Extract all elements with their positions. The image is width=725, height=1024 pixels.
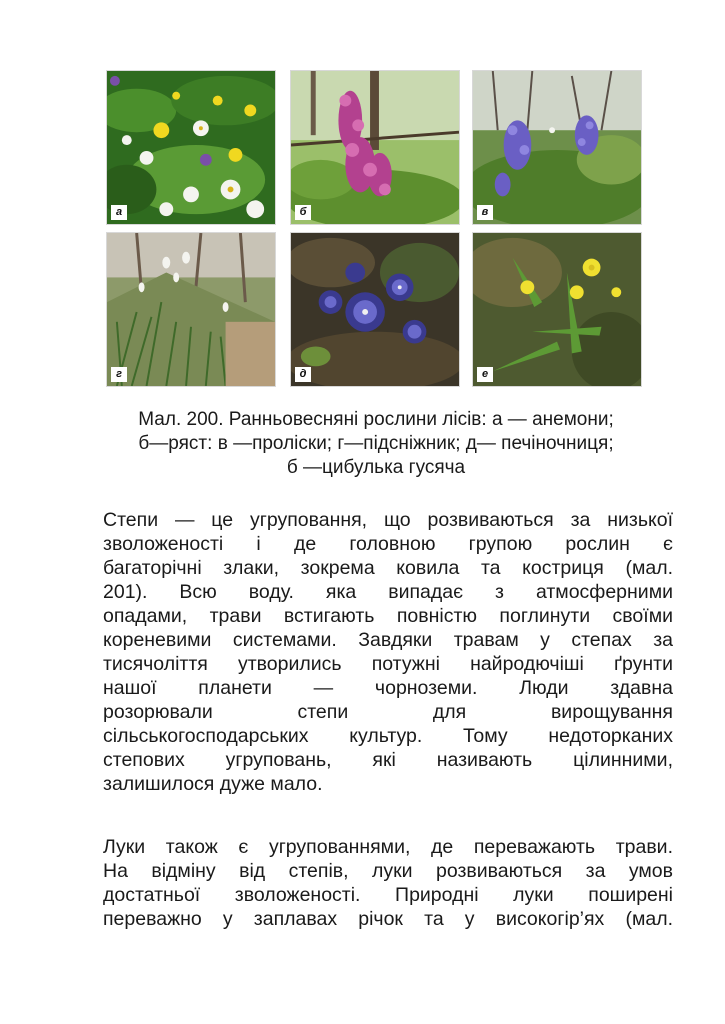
text-line: 201). Всю воду. яка випадає з атмосферними <box>103 581 673 603</box>
figure-caption <box>96 408 656 480</box>
text-line: багаторічні злаки, зокрема ковила та костриця (мал. <box>103 557 673 579</box>
text-line: кореневими системами. Завдяки травам у степах за <box>103 629 673 651</box>
text-line: опадами, трави встигають повністю поглинути своїми <box>103 605 673 627</box>
photo-hepatica <box>290 232 460 387</box>
paragraph-steppes <box>103 508 673 796</box>
text-line: сільськогосподарських культур. Тому недоторканих <box>103 725 673 747</box>
text-line: На відміну від степів, луки розвиваються за умов <box>103 860 673 882</box>
text-line: переважно у заплавах річок та у високогір’ях (мал. <box>103 908 673 930</box>
photo-letter-v: в <box>477 205 493 220</box>
caption-line: Мал. 200. Ранньовесняні рослини лісів: а — анемони; <box>138 409 614 430</box>
text-line: залишилося дуже мало. <box>103 773 323 795</box>
text-line: Степи — це угруповання, що розвиваються за низької <box>103 509 673 531</box>
photo-letter-d: д <box>295 367 311 382</box>
photo-letter-e: е <box>477 367 493 382</box>
text-line: нашої планети — чорноземи. Люди здавна <box>103 677 673 699</box>
photo-gagea <box>472 232 642 387</box>
text-line: степових угруповань, які називають цілинними, <box>103 749 673 771</box>
text-line: зволоженості і де головною групою рослин є <box>103 533 673 555</box>
photo-letter-a: а <box>111 205 127 220</box>
caption-line: б —цибулька гусяча <box>286 457 466 478</box>
caption-line: б—ряст: в —проліски; г—підсніжник; д— печіночниця; <box>138 433 614 454</box>
photo-scilla <box>472 70 642 225</box>
paragraph-meadows <box>103 835 673 931</box>
text-line: Луки також є угрупованнями, де переважають трави. <box>103 836 673 858</box>
photo-anemones <box>106 70 276 225</box>
figure-photo-grid <box>106 70 642 387</box>
photo-corydalis <box>290 70 460 225</box>
photo-letter-h: г <box>111 367 127 382</box>
photo-snowdrops <box>106 232 276 387</box>
text-line: достатньої зволоженості. Природні луки поширені <box>103 884 673 906</box>
text-line: розорювали степи для вирощування <box>103 701 673 723</box>
text-line: тисячоліття утворились потужні найродючіші ґрунти <box>103 653 673 675</box>
photo-letter-b: б <box>295 205 311 220</box>
